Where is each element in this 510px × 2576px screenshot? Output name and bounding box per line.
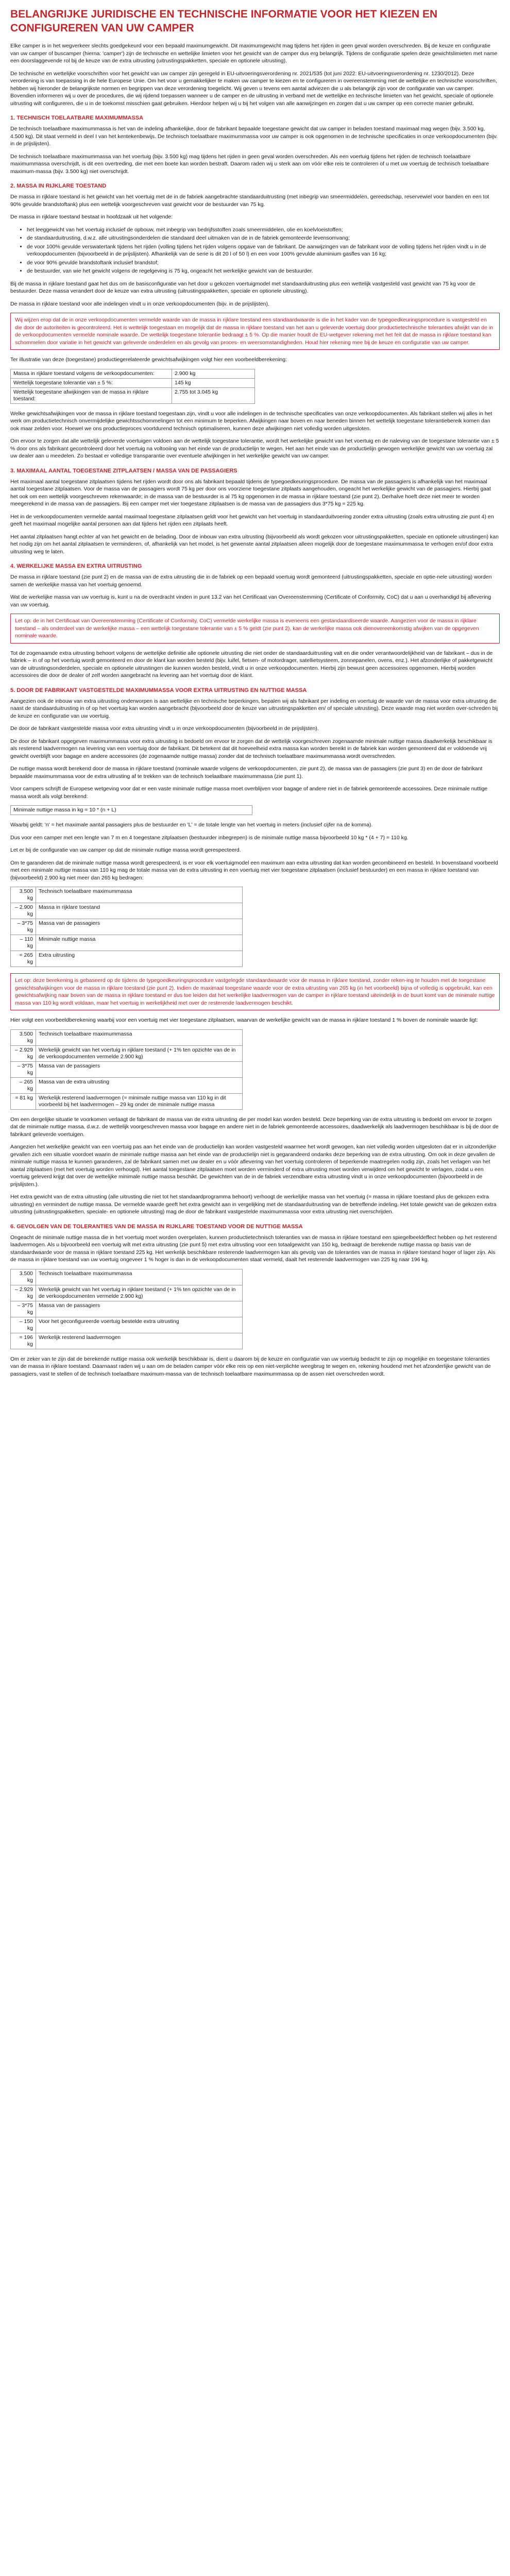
section-1-paragraph: De technisch toelaatbare maximummassa van het voertuig (bijv. 3.500 kg) mag tijdens het rijden in geen geval worden overschreden. Als een voertuig tijdens het rijden de technisch toelaatbare maximummassa overschrijdt, is dit een overtreding, die met een boete kan worden bestraft. Daarom raden wij u sterk aan om vóór elke reis te controleren of u met uw voertuig de technisch toelaatbare maximum-massa (bijv. 3.500 kg) niet overschrijdt. [10,153,489,175]
table-cell: Massa van de passagiers [36,919,243,935]
calculation-table-1 [10,887,243,967]
table-cell: Wettelijk toegestane afwijkingen van de massa in rijklare toestand: [11,387,172,403]
table-cell: Werkelijk gewicht van het voertuig in rijklare toestand (+ 1% ten opzichte van de in de verkoopdocumenten vermelde 2.900 kg) [36,1285,243,1301]
table-cell: – 3*75 kg [11,1061,36,1077]
section-2-paragraph: De massa in rijklare toestand bestaat in hoofdzaak uit het volgende: [10,214,173,220]
table-row [11,1317,243,1333]
section-2-paragraph: Bij de massa in rijklare toestand gaat het dus om de basisconfiguratie van het door u gekozen voertuigmodel met standaarduitrusting plus een wettelijk vastgesteld vast gewicht van 75 kg voor de bestuurder. Deze massa verandert door de keuze van extra uitrusting (uitrustingspakketten, speciale en optionele uitrusting). [10,280,475,294]
table-row [11,1045,243,1061]
list-item: • de bestuurder, van wie het gewicht volgens de regelgeving is 75 kg, ongeacht het werkelijke gewicht van de bestuurder. [27,267,500,275]
calculation-table-2 [10,1029,243,1110]
section-5-paragraph: Dus voor een camper met een lengte van 7 m en 4 toegestane zitplaatsen (bestuurder inbegrepen) is de minimale nuttige massa bijvoorbeeld 10 kg * (4 + 7) = 110 kg. [10,834,409,841]
list-item: • de voor 100% gevulde verswatertank tijdens het rijden (volling tijdens het rijden volgens opgave van de fabrikant. De aanwijzingen van de fabrikant voor de volling tijdens het rijden vindt u in de verkoopdocumenten (bijvoorbeeld in de prijslijsten). Afhankelijk van de serie is dit 20 l of 50 l) en een voor 100% gevulde aluminium gasfles van 16 kg; [27,243,500,258]
document-title: BELANGRIJKE JURIDISCHE EN TECHNISCHE INFORMATIE VOOR HET KIEZEN EN CONFIGUREREN VAN UW CAMPER [10,8,438,34]
table-cell: – 3*75 kg [11,919,36,935]
list-item: • het leeggewicht van het voertuig inclusief de opbouw, met inbegrip van bedrijfsstoffen zoals smeermiddelen, olie en koelvloeistoffen; [27,226,500,234]
table-row [11,1269,243,1285]
section-3-paragraph: Het aantal zitplaatsen hangt echter af van het gewicht en de belading. Door de inbouw van extra uitrusting (bijvoorbeeld als wordt gekozen voor uitrustingspakketten, speciale en optionele uitrustingen) kan het nodig zijn om het aantal zitplaatsen te verminderen, of, afhankelijk van het model, is het gewenste aantal zitplaatsen alleen mogelijk door de toegestane maximummassa te verhogen en/of door extra uitrusting weg te laten. [10,533,499,555]
section-2-paragraph: Om ervoor te zorgen dat alle wettelijk geleverde voertuigen voldoen aan de wettelijk toegestane tolerantie, wordt het werkelijke gewicht van het voertuig en de naleving van de toegestane tolerantie van ± 5 % door ons als fabrikant gecontroleerd door het voertuig na voltooiing van het einde van de productielijn te wegen. Het aan het einde van de productielijn gewogen werkelijke gewicht van uw voertuig zal uw dealer aan u meedelen. Zo bestaat er volledige transparantie over eventuele afwijkingen in het werkelijke gewicht van uw camper. [10,438,499,459]
section-2-list [10,226,500,275]
table-cell: 3.500 kg [11,1029,36,1045]
section-4-heading: 4. WERKELIJKE MASSA EN EXTRA UITRUSTING [10,563,142,569]
section-3-paragraph: Het in de verkoopdocumenten vermelde aantal maximaal toegestane zitplaatsen geldt voor het gewicht van het voertuig in standaarduitvoering zonder extra uitrusting (zoals extra uitrusting zie punt 4) en geeft het maximaal mogelijke aantal personen aan dat tijdens het rijden een zitplaats heeft. [10,513,494,527]
section-1-heading: 1. TECHNISCH TOELAATBARE MAXIMUMMASSA [10,115,144,121]
section-2-heading: 2. MASSA IN RIJKLARE TOESTAND [10,183,107,189]
section-2-paragraph: Welke gewichtsafwijkingen voor de massa in rijklare toestand toegestaan zijn, vindt u voor alle indelingen in de technische specificaties van onze verkoopdocumenten. Als fabrikant stellen wij alles in het werk om productietechnisch onvermijdelijke gewichtsschommelingen tot een minimum te beperken. Afwijkingen naar boven en naar beneden binnen het wettelijk toegestane tolerantiebereik komen dan ook maar zelden voor. Hoewel we ons productieproces voortdurend technisch optimaliseren, kunnen deze afwijkingen niet volledig worden uitgesloten. [10,410,492,432]
section-5-paragraph: Waarbij geldt: 'n' = het maximale aantal passagiers plus de bestuurder en 'L' = de totale lengte van het voertuig in meters (inclusief cijfer na de komma). [10,822,373,828]
table-cell: = 81 kg [11,1093,36,1109]
section-5-paragraph: Het extra gewicht van de extra uitrusting (alle uitrusting die niet tot het standaardprogramma behoort) verhoogt de werkelijke massa van het voertuig (= massa in rijklare toestand plus de gekozen extra uitrusting) en vermindert de nuttige massa. De vermelde waarde geeft het extra gewicht aan in vergelijking met de standaarduitrusting van de betreffende indeling. Het totale gewicht van de gekozen extra uitrusting (uitrustingspakketten, speciale- en optionele uitrusting) mag de door de fabrikant vastgestelde maximummassa voor extra uitrusting niet overschrijden. [10,1194,497,1215]
formula-table [10,805,252,815]
section-6-paragraph: Om er zeker van te zijn dat de berekende nuttige massa ook werkelijk beschikbaar is, dient u daarom bij de keuze en configuratie van uw voertuig bedacht te zijn op mogelijke en toegestane toleranties van de massa in rijklare toestand. Daarnaast raden wij u aan om de beladen camper vóór elke reis op een niet-verplichte weegbrug te wegen en, rekening houdend met het afzonderlijke gewicht van de passagiers, vast te stellen of de technisch toelaatbare maximum-massa van de technisch toelaatbare maximummassa op de assen niet overschreden wordt. [10,1355,491,1377]
list-item: • de voor 90% gevulde brandstoftank inclusief brandstof; [27,259,500,267]
section-2-paragraph: De massa in rijklare toestand is het gewicht van het voertuig met de in de fabriek aangebrachte standaarduitrusting (met inbegrip van smeermiddelen, gereedschap, reservewiel voor banden en een tot 90% gevulde brandstoftank) plus een wettelijk voorgeschreven vast gewicht voor de bestuurder van 75 kg. [10,194,489,208]
section-5-paragraph: Aangezien het werkelijke gewicht van een voertuig pas aan het einde van de productielijn kan worden vastgesteld waarmee het wordt gewogen, kan niet volledig worden uitgesloten dat er in uitzonderlijke gevallen zich een situatie voordoet waarin de minimale nuttige massa aan het einde van de productielijn niet is gegarandeerd ondanks deze beperking van de extra uitrusting. Om ook in deze gevallen de minimale nuttige massa te kunnen garanderen, zal de fabrikant samen met uw dealer en u vóór aflevering van het voertuig controleren of beperkende maatregelen nodig zijn, zoals het verlagen van het aantal zitplaatsen (met het voertuig worden verhoogd). Het aantal toegestane zitplaatsen moet worden verminderd of extra uitrusting moet worden verwijderd om het gewicht te verlagen, zodat u een voertuig geleverd krijgt dat over de wettelijke minimale nuttige massa beschikt. De gewichten van de in de fabriek verzendbare extra uitrusting vindt u in onze verkoopdocumenten (bijvoorbeeld in de prijslijsten.). [10,1144,497,1188]
section-5-paragraph: De door de fabrikant opgegeven maximummassa voor extra uitrusting is bedoeld om ervoor te zorgen dat de wettelijk voorgeschreven zogenaamde minimale nuttige massa daadwerkelijk beschikbaar is als resterend laadvermogen na levering van een voertuig door de fabrikant. Dit betekent dat dit hoeveelheid extra massa kan worden bereikt in de fabriek kan worden gemonteerd dat er voldoende vrij gewicht overblijft voor bagage en andere accessoires (de zogenaamde nuttige massa) zonder dat de technisch toelaatbare maximummassa wordt overschreden. [10,738,492,759]
section-5-paragraph: Voor campers schrijft de Europese wetgeving voor dat er een vaste minimale nuttige massa moet overblijven voor bagage of andere niet in de fabriek gemonteerde accessoires. Deze minimale nuttige massa wordt als volgt berekend: [10,786,488,800]
section-5-heading: 5. DOOR DE FABRIKANT VASTGESTELDE MAXIMUMMASSA VOOR EXTRA UITRUSTING EN NUTTIGE MASSA [10,687,307,693]
table-cell: 2.755 tot 3.045 kg [172,387,255,403]
table-cell: Minimale nuttige massa in kg = 10 * (n + L) [11,806,252,815]
section-4-paragraph: Tot de zogenaamde extra uitrusting behoort volgens de wettelijke definitie alle optionele uitrusting die niet onder de standaarduitrusting valt en die onder verantwoordelijkheid van de fabrikant – dus in de fabriek – in of op het voertuig wordt gemonteerd en door de klant kan worden besteld (bijv. luifel, fietsen- of motordrager, satellietsysteem, zonnepanelen, ovens, enz.). Het afzonderlijke of pakketgewicht van de uitrustingsonderdelen, speciale en optionele uitrustingen die kunnen worden besteld, vindt u in onze verkoopdocumenten. Hierbij zijn bewust geen accessoires opgenomen. Hierbij worden accessoires die door de dealer of zelf worden aangebracht na levering aan het voertuig door de klant. [10,650,493,679]
table-cell: – 150 kg [11,1317,36,1333]
calculation-table-3 [10,1269,243,1349]
table-cell: – 2.900 kg [11,903,36,919]
intro-paragraph-2: De technische en wettelijke voorschriften voor het gewicht van uw camper zijn geregeld in EU-uitvoeringsverordening nr. 2021/535 (tot juni 2022: EU-uitvoeringsverordening nr. 1230/2012). Deze verordening is van toepassing in de hele Europese Unie. Om het voor u gemakkelijker te maken uw camper te kiezen en te configureren in overeenstemming met de wettelijke en technische voorschriften, hebben wij hieronder de belangrijkste normen en begrippen van deze verordening toegelicht. Wij geven u tevens een aantal adviezen die u als belangrijk zijn voor de configuratie van uw camper. Bovendien informeren wij u over de procedures, die wij rijdend toepassen wanneer u de camper en de uitrusting in verband met de wettelijke en technische limieten van het gewicht, speciale of optionele uitrusting wilt configureren, die u in de toekomst misschien gaat gebruiken. Hierdoor helpen wij u bij het volgen van alle aanwijzingen en zorgen dat u uw camper op een correcte manier gebruikt. [10,70,497,107]
section-1-paragraph: De technisch toelaatbare maximummassa is het van de indeling afhankelijke, door de fabrikant bepaalde toegestane gewicht dat uw camper in beladen toestand maximaal mag wegen (bijv. 3.500 kg, 4.500 kg). Dit staat vermeld in deel I van het kentekenbewijs. De technisch toelaatbare maximummassa voor uw camper is ook opgenomen in de technische specificaties in onze verkoopdocumenten (bijv. in de prijslijsten). [10,126,498,147]
section-5-paragraph: Let er bij de configuratie van uw camper op dat de minimale nuttige massa wordt gerespecteerd. [10,847,241,853]
table-cell: Werkelijk gewicht van het voertuig in rijklare toestand (+ 1% ten opzichte van de in de verkoopdocumenten vermelde 2.900 kg) [36,1045,243,1061]
table-cell: Massa van de extra uitrusting [36,1077,243,1093]
section-5-paragraph: Om een dergelijke situatie te voorkomen verlaagt de fabrikant de massa van de extra uitrusting die per model kan worden besteld. Deze beperking van de extra uitrusting is bedoeld om ervoor te zorgen dat de minimale nuttige massa, d.w.z. de wettelijk voorgeschreven massa voor bagage en andere niet in de fabriek gemonteerde accessoires, daadwerkelijk als laadvermogen beschikbaar is bij de door de fabrikant geleverde voertuigen. [10,1116,499,1138]
table-cell: = 196 kg [11,1333,36,1349]
section-3-heading: 3. MAXIMAAL AANTAL TOEGESTANE ZITPLAATSEN / MASSA VAN DE PASSAGIERS [10,467,237,474]
section-2-paragraph: De massa in rijklare toestand voor alle indelingen vindt u in onze verkoopdocumenten (bijv. in de prijslijsten). [10,300,269,307]
section-6-heading: 6. GEVOLGEN VAN DE TOLERANTIES VAN DE MASSA IN RIJKLARE TOESTAND VOOR DE NUTTIGE MASSA [10,1223,303,1230]
table-cell: Technisch toelaatbare maximummassa [36,1029,243,1045]
section-5-paragraph: Hier volgt een voorbeeldberekening waarbij voor een voertuig met vier toegestane zitplaatsen, waarvan de werkelijke gewicht van de massa in rijklare toestand 1 % boven de nominale waarde ligt: [10,1017,478,1023]
table-row [11,951,243,967]
note-text: Wij wijzen erop dat de in onze verkoopdocumenten vermelde waarde van de massa in rijklare toestand een standaardwaarde is die in het kader van de typegoedkeuringsprocedure is vastgesteld en die door de autoriteiten is gecontroleerd. Het is wettelijk toegestaan en mogelijk dat de massa in rijklare toestand van het aan u geleverde voertuig door productietechnische toleranties afwijkt van de in de verkoopdocumenten vermelde nominale waarde. De wettelijk toegestane tolerantie bedraagt ± 5 %. Op die manier houdt de EU-wetgever rekening met het feit dat de massa in rijklare toestand kan schommelen door variatie in het gewicht van geleverde onderdelen en als gevolg van proces- en weersomstandigheden. Houd hier rekening mee bij de keuze en configuratie van uw camper. [15,317,494,346]
table-cell: 145 kg [172,378,255,387]
table-cell: 3.500 kg [11,1269,36,1285]
note-text: Let op: de in het Certificaat van Overeenstemming (Certificate of Conformity, CoC) vermelde werkelijke massa is eveneens een gestandaardiseerde waarde. Aangezien voor de massa in rijklare toestand – als onderdeel van de werkelijke massa – een wettelijk toegestane tolerantie van ± 5 % geldt (zie punt 2), kan de werkelijke massa ook dienovereenkomstig afwijken van de opgegeven nominale waarde. [15,618,479,639]
section-5-paragraph: Aangezien ook de inbouw van extra uitrusting onderworpen is aan wettelijke en technische beperkingen, bepalen wij als fabrikant per indeling en voertuig de waarde van de massa voor extra uitrusting die naast de standaarduitrusting in of op het voertuig kan worden aangebracht (bijvoorbeeld door de keuze van uitrustingspakketten en/ of speciale uitrusting). Deze waarde mag niet worden over-schreden bij de keuze en configuratie van uw voertuig. [10,698,498,719]
table-cell: Voor het geconfigureerde voertuig bestelde extra uitrusting [36,1317,243,1333]
table-row [11,1285,243,1301]
table-cell: Wettelijk toegestane tolerantie van ± 5 %: [11,378,172,387]
table-cell: Extra uitrusting [36,951,243,967]
tolerance-example-table [10,369,255,404]
table-cell: 2.900 kg [172,369,255,378]
table-cell: – 2.929 kg [11,1045,36,1061]
note-text: Let op: deze berekening is gebaseerd op de tijdens de typegoedkeuringsprocedure vastgelegde standaardwaarde voor de massa in rijklare toestand, zonder reken-ing te houden met de toegestane gewichtsafwijkingen voor de massa in rijklare toestand (zie punt 2). Indien de maximaal toegestane waarde voor de extra uitrusting van 265 kg (in het voorbeeld) bijna of volledig is opgebruikt, kan een gewichtsafwijking naar boven van de massa in rijklare toestand er dus toe leiden dat het werkelijke laadvermogen van de camper in rijklare toestand uiteindelijk in de buurt komt van de minimale nuttige massa van 110 kg wordt voldaan, maar het voertuig in werkelijkheid met over de resterende laadvermogen beschikt. [15,977,495,1006]
table-cell: Minimale nuttige massa [36,935,243,951]
table-row [11,1301,243,1317]
section-6-paragraph: Ongeacht de minimale nuttige massa die in het voertuig moet worden overgelaten, kunnen productietechnisch toleranties van de massa in rijklare toestand een spiegelbeeldeffect hebben op het resterend laadvermogen. Als u bijvoorbeeld een voertuig wilt met extra uitrusting (zie punt 5) met extra uitrusting voor een totaalgewicht van 150 kg, bedraagt de berekende nuttige massa op basis van de standaardwaarde voor de massa in rijklare toestand 225 kg. Het werkelijk beschikbare resterende laadvermogen kan als gevolg van de toleranties van de massa in rijklare toestand hoger of lager zijn. Als de massa in rijklare toestand van uw voertuig ongeveer 1 % hoger is dan in de verkoopdocumenten staat vermeld, daalt het resterende laadvermogen van 225 kg naar 196 kg. [10,1234,497,1263]
section-3-paragraph: Het maximaal aantal toegestane zitplaatsen tijdens het rijden wordt door ons als fabrikant bepaald tijdens de typegoedkeuringsprocedure. De massa van de passagiers is afhankelijk van het maximaal aantal toegestane zitplaatsen. Voor de massa van de passagiers wordt 75 kg per door ons voorziene toegestane zitplaats aangehouden, ongeacht het werkelijke gewicht van de passagiers. Hierbij gaat het ook om een wettelijk voorgeschreven rekenwaarde; in de massa van de bestuurder is al 75 kg opgenomen in de massa in rijklare toestand (zie punt 2). Derhalve hoeft deze niet meer te worden meegerekend in de massa van de passagiers. Bij een camper met vier toegestane zitplaatsen is de massa van de passagiers dus 3*75 kg = 225 kg. [10,478,491,507]
table-row [11,1061,243,1077]
section-2-paragraph: Ter illustratie van deze (toegestane) productiegerelateerde gewichtsafwijkingen volgt hier een voorbeeldberekening: [10,357,287,363]
table-cell: Werkelijk resterend laadvermogen [36,1333,243,1349]
table-row [11,887,243,903]
section-5-paragraph: De door de fabrikant vastgestelde massa voor extra uitrusting vindt u in onze verkoopdocumenten (bijvoorbeeld in de prijslijsten). [10,725,319,732]
intro-paragraph-1: Elke camper is in het wegverkeer slechts goedgekeurd voor een bepaald maximumgewicht. Dit maximumgewicht mag tijdens het rijden in geen geval worden overschreden. Bij de keuze en configuratie van uw camper of buscamper (hierna: 'camper') zijn de technische en wettelijke limieten voor het gewicht van de camper dus erg belangrijk. Tijdens de configuratie spelen deze gewichtslimieten met name een doorslaggevende rol bij de keuze van de extra uitrusting (uitrustingspakketten, speciale en optionele uitrusting). [10,43,498,64]
table-cell: 3.500 kg [11,887,36,903]
table-cell: – 265 kg [11,1077,36,1093]
table-row [11,1077,243,1093]
table-row [11,1093,243,1109]
table-row [11,1333,243,1349]
table-row [11,903,243,919]
table-row [11,369,255,378]
table-row [11,806,252,815]
table-row [11,919,243,935]
tolerance-note-box [10,313,500,350]
table-cell: Massa van de passagiers [36,1301,243,1317]
table-cell: Technisch toelaatbare maximummassa [36,887,243,903]
table-cell: Massa in rijklare toestand volgens de verkoopdocumenten: [11,369,172,378]
section-5-paragraph: De nuttige massa wordt berekend door de massa in rijklare toestand (nominale waarde volgens de verkoopdocumenten, zie punt 2), de massa van de passagiers (zie punt 3) en de door de fabrikant bepaalde maximummassa voor de extra uitrusting af te trekken van de technisch toelaatbare maximummassa (zie punt 1). [10,766,483,779]
table-cell: = 265 kg [11,951,36,967]
table-row [11,387,255,403]
section-5-paragraph: Om te garanderen dat de minimale nuttige massa wordt gerespecteerd, is er voor elk voertuigmodel een maximum aan extra uitrusting dat kan worden gecombineerd en besteld. In bovenstaand voorbeeld met een minimale nuttige massa van 110 kg mag de totale massa van de extra uitrusting in een voertuig met vier toegestane zitplaatsen (inclusief bestuurder) en een massa in rijklare toestand van (bijvoorbeeld) 2.900 kg niet meer dan 265 kg bedragen: [10,859,498,881]
nuttige-massa-note-box [10,973,500,1010]
section-4-paragraph: De massa in rijklare toestand (zie punt 2) en de massa van de extra uitrusting die in de fabriek op een bepaald voertuig wordt gemonteerd (uitrustingspakketten, speciale en optie-nele uitrusting) worden samen de werkelijke massa van het voertuig genoemd. [10,574,492,588]
coc-note-box [10,614,500,643]
table-row [11,378,255,387]
table-cell: Werkelijk resterend laadvermogen (= minimale nuttige massa van 110 kg in dit voorbeeld bij het laadvermogen – 29 kg onder de minimale nuttige massa [36,1093,243,1109]
table-cell: – 2.929 kg [11,1285,36,1301]
table-cell: Technisch toelaatbare maximummassa [36,1269,243,1285]
list-item: • de standaarduitrusting, d.w.z. alle uitrustingsonderdelen die standaard deel uitmaken van de in de fabriek gemonteerde levensomvang; [27,234,500,242]
section-4-paragraph: Wat de werkelijke massa van uw voertuig is, kunt u na de overdracht vinden in punt 13.2 van het Certificaat van Overeenstemming (Certificate of Conformity, CoC) dat u aan u overhandigd bij aflevering van uw voertuig. [10,594,491,608]
table-cell: – 3*75 kg [11,1301,36,1317]
table-cell: – 110 kg [11,935,36,951]
table-cell: Massa in rijklare toestand [36,903,243,919]
table-row [11,935,243,951]
table-cell: Massa van de passagiers [36,1061,243,1077]
table-row [11,1029,243,1045]
